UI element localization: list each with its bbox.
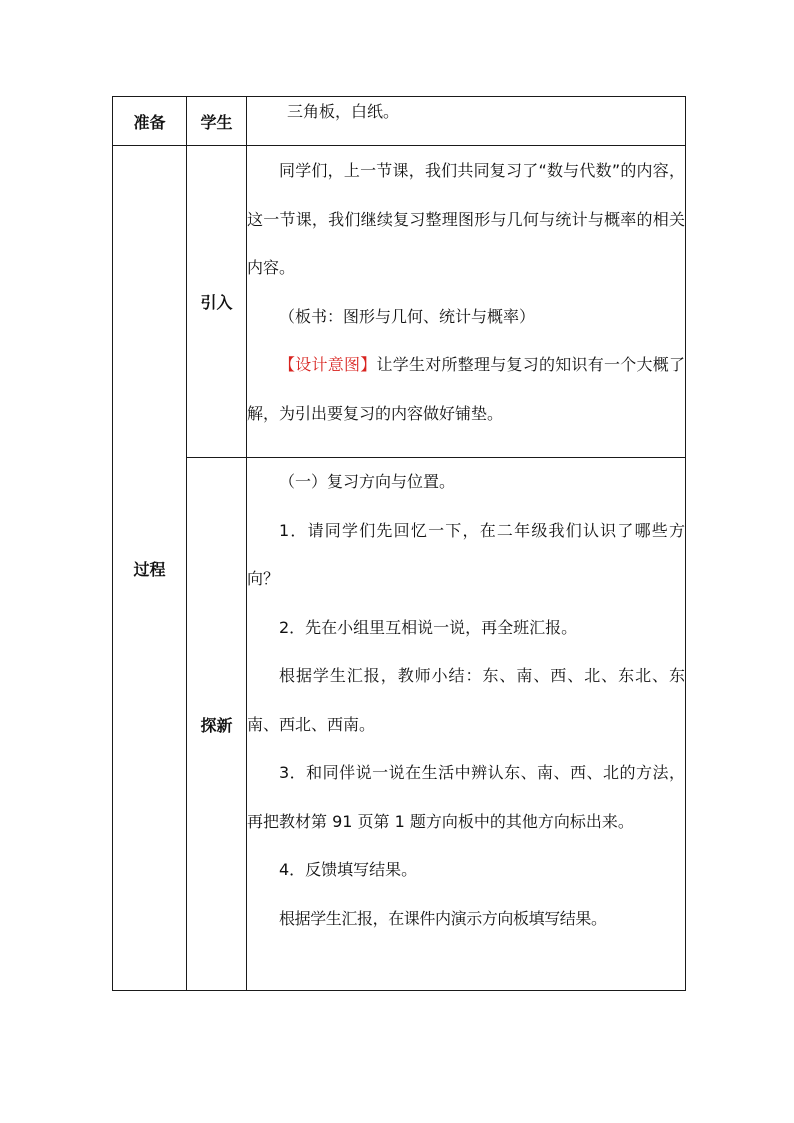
explore-paragraph-1: （一）复习方向与位置。 bbox=[279, 472, 456, 491]
explore-paragraph-7: 根据学生汇报，在课件内演示方向板填写结果。 bbox=[279, 908, 607, 928]
design-intent-tag: 【设计意图】 bbox=[279, 355, 377, 374]
explore-paragraph-6: 4．反馈填写结果。 bbox=[279, 860, 418, 879]
intro-paragraph-3 bbox=[247, 341, 685, 438]
lesson-plan-table bbox=[112, 96, 686, 991]
intro-label: 引入 bbox=[187, 146, 247, 458]
prep-row bbox=[113, 97, 686, 146]
prep-content-cell bbox=[247, 97, 686, 146]
intro-paragraph-1: 同学们，上一节课，我们共同复习了“数与代数”的内容，这一节课，我们继续复习整理图形与几何与统计与概率的相关内容。 bbox=[247, 161, 685, 277]
design-intent-text: 让学生对所整理与复习的知识有一个大概了解，为引出要复习的内容做好铺垫。 bbox=[247, 355, 685, 423]
explore-paragraph-4: 根据学生汇报，教师小结：东、南、西、北、东北、东南、西北、西南。 bbox=[247, 666, 685, 734]
intro-paragraph-2: （板书：图形与几何、统计与概率） bbox=[279, 306, 536, 326]
prep-sublabel: 学生 bbox=[187, 97, 247, 146]
explore-content bbox=[247, 458, 685, 943]
explore-row bbox=[113, 458, 686, 991]
explore-content-cell bbox=[247, 458, 686, 991]
prep-label: 准备 bbox=[113, 97, 187, 146]
intro-content-cell bbox=[247, 146, 686, 458]
explore-paragraph-2: 1．请同学们先回忆一下，在二年级我们认识了哪些方向？ bbox=[247, 520, 685, 588]
explore-paragraph-3: 2．先在小组里互相说一说，再全班汇报。 bbox=[279, 617, 578, 637]
process-label: 过程 bbox=[113, 146, 187, 991]
intro-content bbox=[247, 146, 685, 438]
prep-content: 三角板，白纸。 bbox=[287, 102, 400, 121]
explore-paragraph-5: 3．和同伴说一说在生活中辨认东、南、西、北的方法，再把教材第 91 页第 1 题方向板中的其他方向标出来。 bbox=[247, 763, 685, 831]
intro-row bbox=[113, 146, 686, 458]
explore-label: 探新 bbox=[187, 458, 247, 991]
